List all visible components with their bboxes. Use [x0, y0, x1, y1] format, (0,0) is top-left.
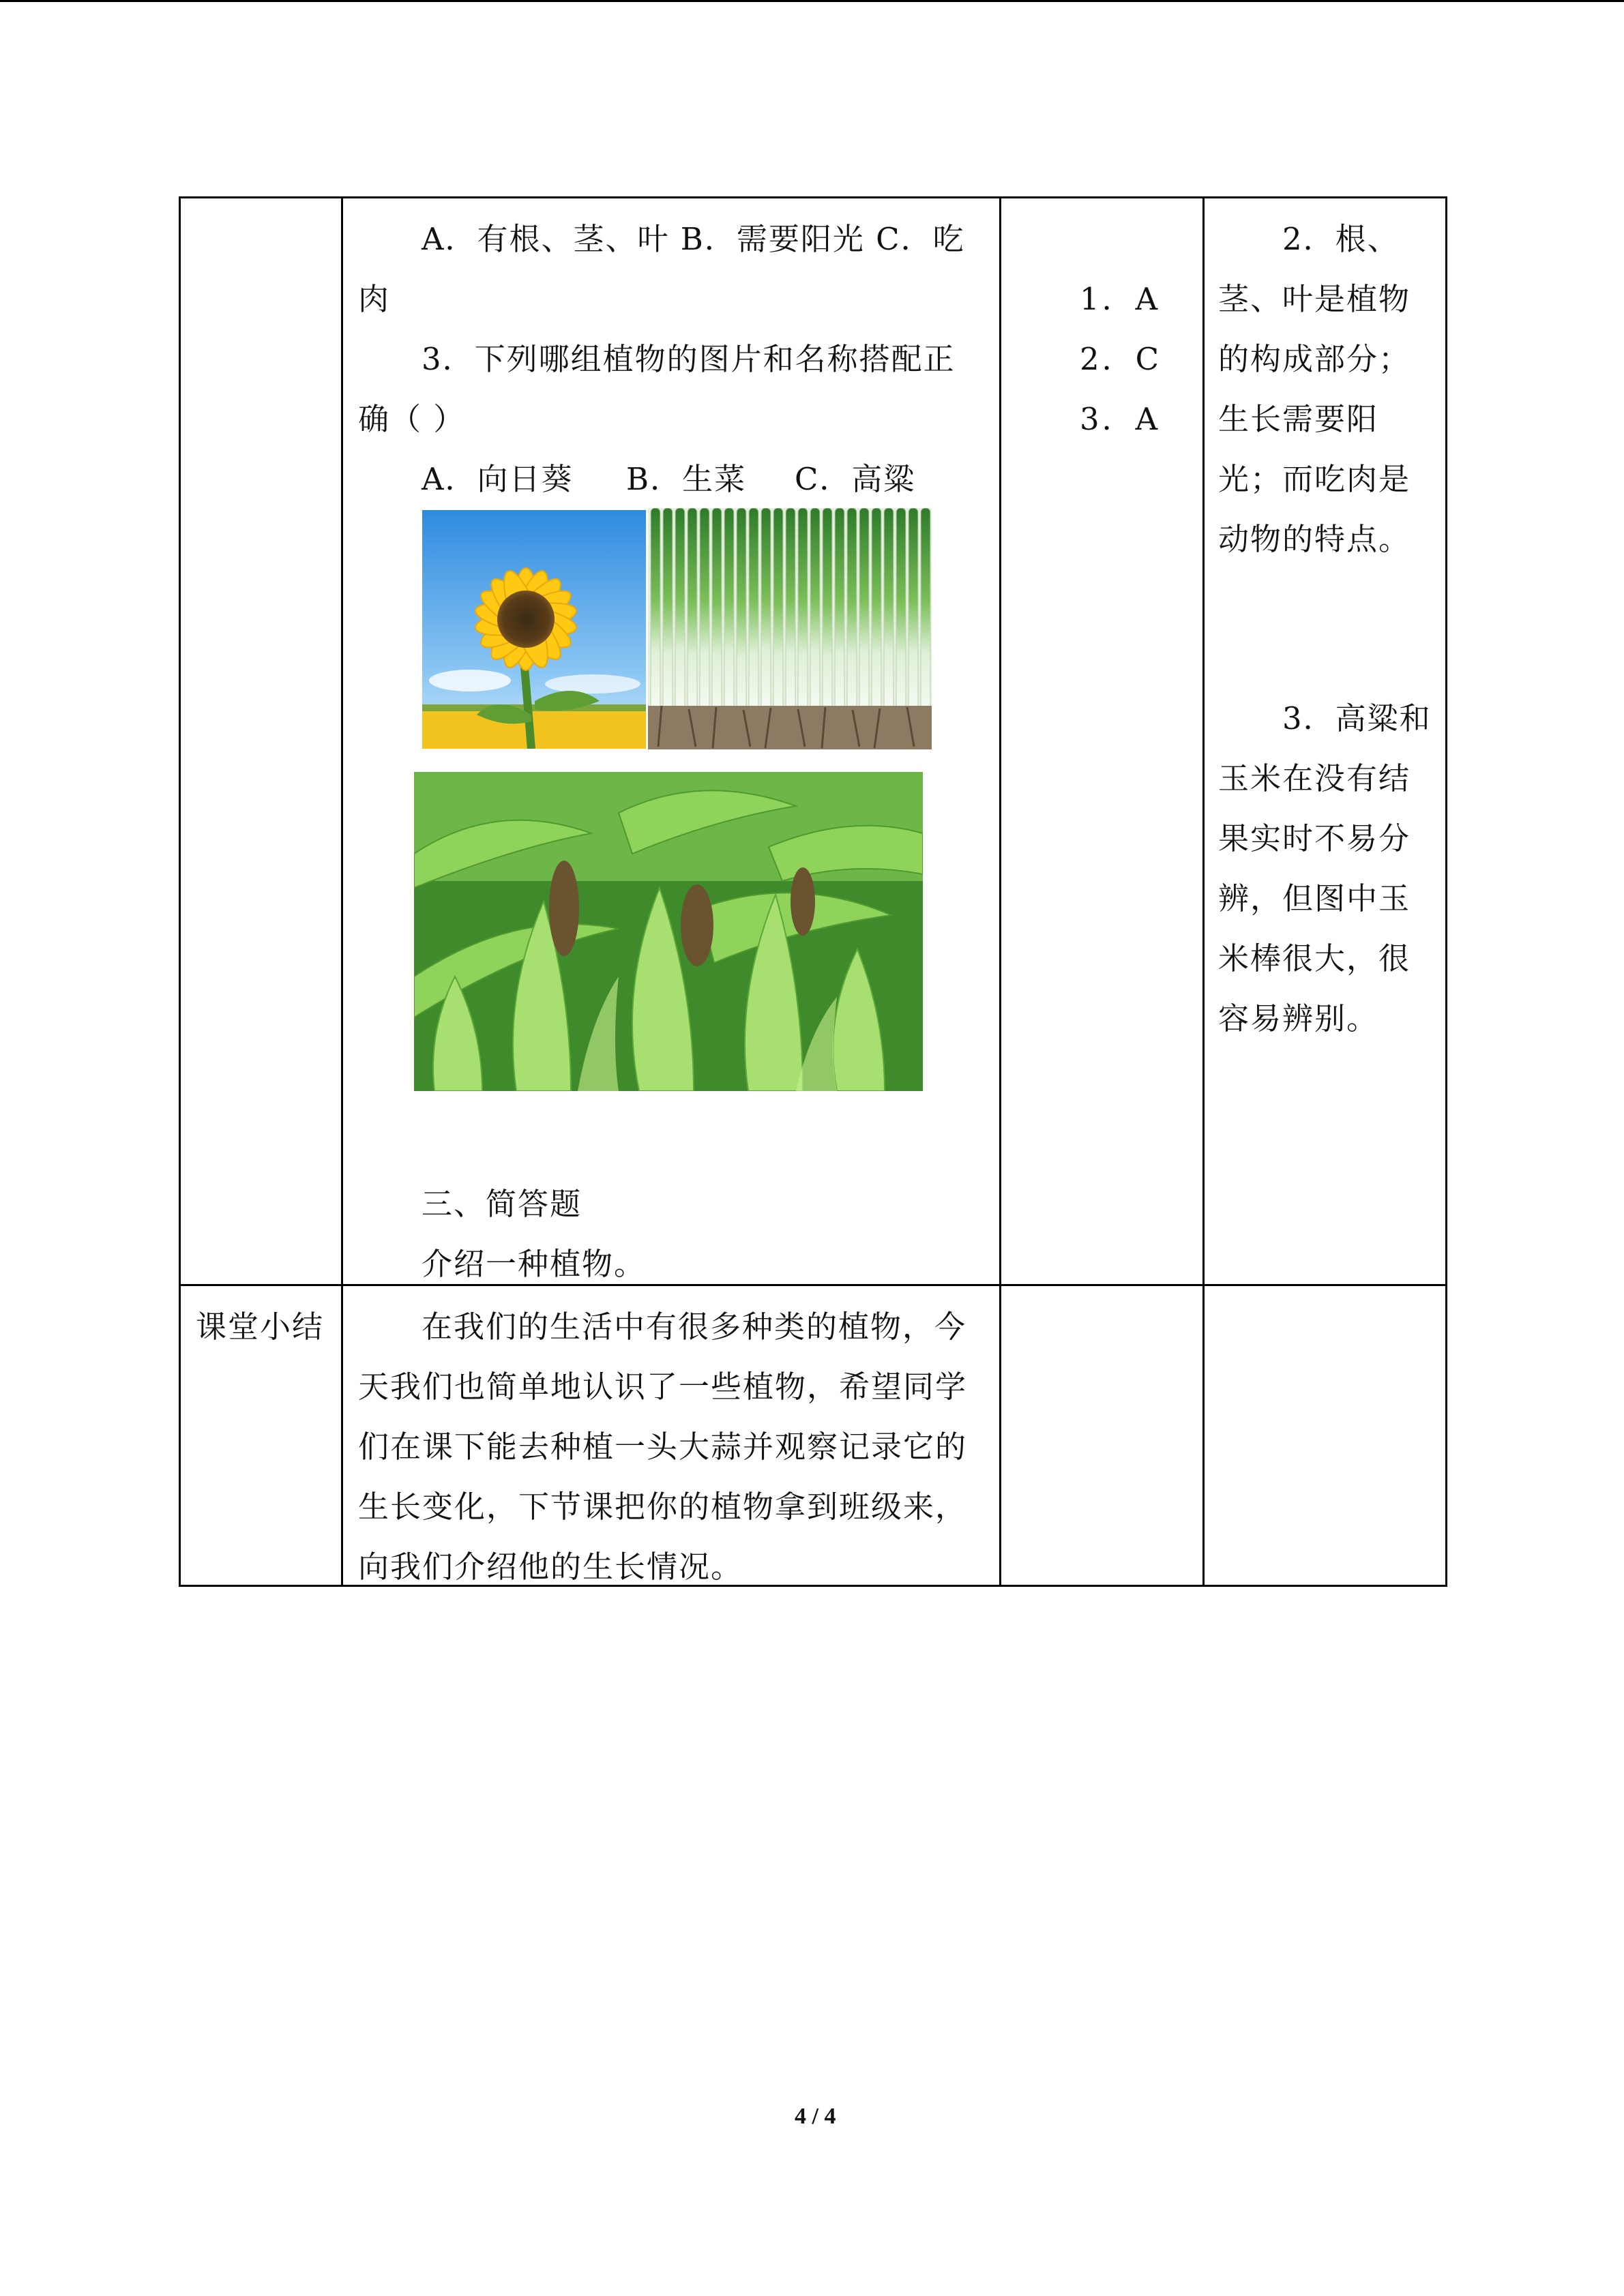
summary-line: 们在课下能去种植一头大蒜并观察记录它的 — [358, 1429, 968, 1465]
option-b-lettuce: B．生菜 — [626, 461, 747, 497]
summary-line: 在我们的生活中有很多种类的植物，今 — [422, 1309, 967, 1345]
options-line-continued: 肉 — [358, 281, 391, 317]
row-divider — [179, 1284, 1447, 1286]
explanation-line: 辨，但图中玉 — [1218, 880, 1411, 916]
table-right-border — [1445, 196, 1447, 1587]
explanation-line: 玉米在没有结 — [1218, 760, 1411, 796]
explanation-line: 3．高粱和 — [1282, 700, 1432, 736]
options-line: A．有根、茎、叶 B．需要阳光 C．吃 — [422, 221, 965, 257]
answer-3: 3．A — [1080, 401, 1161, 437]
answer-1: 1．A — [1080, 281, 1161, 317]
sorghum-image — [414, 772, 923, 1091]
question-3-line: 3．下列哪组植物的图片和名称搭配正 — [422, 341, 956, 377]
table-left-border — [179, 196, 181, 1587]
summary-line: 生长变化，下节课把你的植物拿到班级来， — [358, 1489, 968, 1525]
short-answer-question: 介绍一种植物。 — [422, 1246, 647, 1282]
explanation-line: 的构成部分； — [1218, 341, 1411, 377]
summary-line: 向我们介绍他的生长情况。 — [358, 1549, 743, 1585]
option-a-sunflower: A．向日葵 — [422, 461, 574, 497]
top-border — [0, 0, 1624, 2]
section-title: 三、简答题 — [422, 1186, 582, 1222]
question-3-line-continued: 确（ ） — [358, 401, 466, 437]
explanation-line: 2．根、 — [1282, 221, 1400, 257]
explanation-line: 米棒很大，很 — [1218, 940, 1411, 976]
explanation-line: 果实时不易分 — [1218, 820, 1411, 856]
option-c-sorghum: C．高粱 — [795, 461, 916, 497]
explanation-line: 光；而吃肉是 — [1218, 461, 1411, 497]
page-number: 4 / 4 — [795, 2104, 836, 2129]
column-divider-3 — [1202, 196, 1205, 1587]
explanation-line: 动物的特点。 — [1218, 521, 1411, 557]
answer-2: 2．C — [1080, 341, 1162, 377]
row-label-summary: 课堂小结 — [196, 1309, 325, 1345]
table-top-border — [179, 196, 1447, 198]
lettuce-image — [648, 508, 932, 749]
summary-line: 天我们也简单地认识了一些植物，希望同学 — [358, 1369, 968, 1405]
column-divider-1 — [341, 196, 343, 1587]
sunflower-image — [422, 510, 646, 749]
explanation-line: 容易辨别。 — [1218, 1000, 1379, 1037]
explanation-line: 茎、叶是植物 — [1218, 281, 1411, 317]
column-divider-2 — [999, 196, 1001, 1587]
explanation-line: 生长需要阳 — [1218, 401, 1379, 437]
